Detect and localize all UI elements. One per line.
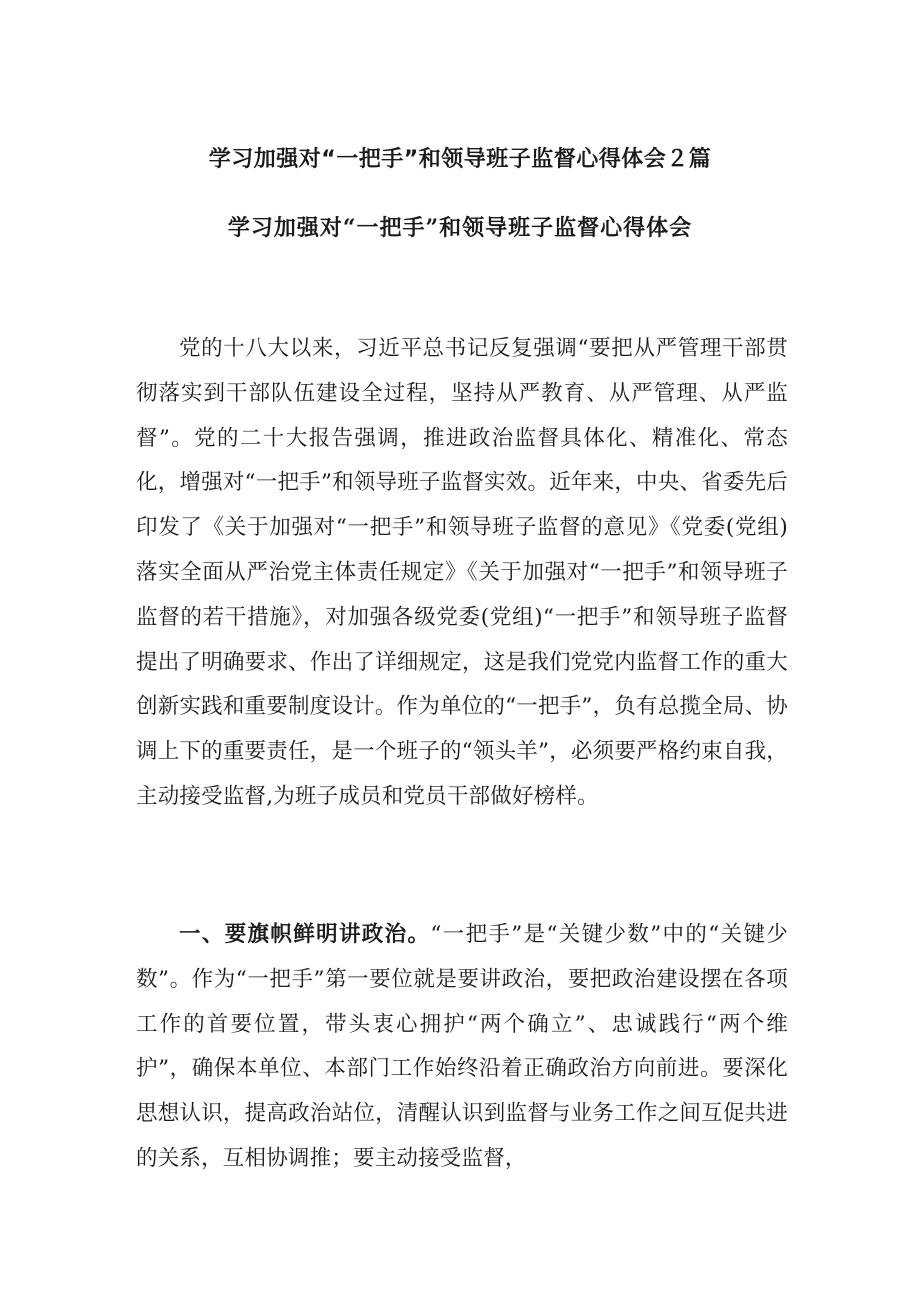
- document-subtitle: 学习加强对“一把手”和领导班子监督心得体会: [227, 215, 693, 241]
- body-paragraph-section-1: [136, 913, 788, 1182]
- paragraph-text: 党的十八大以来，习近平总书记反复强调“要把从严管理干部贯彻落实到干部队伍建设全过程，坚持从严教育、从严管理、从严监督”。党的二十大报告强调，推进政治监督具体化、精准化、常态化，增强对“一把手”和领导班子监督实效。近年来，中央、省委先后印发了《关于加强对“一把手”和领导班子监督的意见》《党委(党组)落实全面从严治党主体责任规定》《关于加强对“一把手”和领导班子监督的若干措施》，对加强各级党委(党组)“一把手”和领导班子监督提出了明确要求、作出了详细规定，这是我们党党内监督工作的重大创新实践和重要制度设计。作为单位的“一把手”，负有总揽全局、协调上下的重要责任，是一个班子的“领头羊”，必须要严格约束自我，主动接受监督,为班子成员和党员干部做好榜样。: [136, 336, 788, 809]
- body-paragraph-intro: [136, 327, 788, 820]
- document-title: 学习加强对“一把手”和领导班子监督心得体会２篇: [208, 147, 712, 172]
- section-heading: 一、要旗帜鲜明讲政治。: [179, 922, 431, 947]
- paragraph-text: “一把手”是“关键少数”中的“关键少数”。作为“一把手”第一要位就是要讲政治，要把政治建设摆在各项工作的首要位置，带头衷心拥护“两个确立”、忠诚践行“两个维护”，确保本单位、本部门工作始终沿着正确政治方向前进。要深化思想认识，提高政治站位，清醒认识到监督与业务工作之间互促共进的关系，互相协调推；要主动接受监督，: [136, 922, 789, 1171]
